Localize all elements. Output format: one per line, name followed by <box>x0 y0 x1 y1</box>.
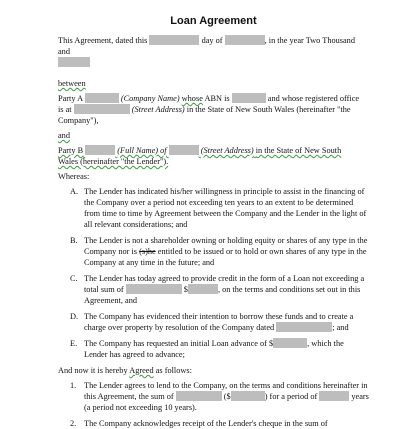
lender-address-blank[interactable] <box>169 145 199 155</box>
loan-period-blank[interactable] <box>319 391 349 401</box>
loan-sum-words-blank[interactable] <box>176 391 222 401</box>
resolution-date-blank[interactable] <box>276 322 332 332</box>
and-label: and <box>58 131 70 140</box>
between-label: between <box>58 79 86 88</box>
clause-1: 1. The Lender agrees to lend to the Company, on the terms and conditions hereinafter in this Agreement, the sum of ($ ) for a period of years (a period not exceeding 10 years). <box>70 381 369 412</box>
recitals-list <box>58 186 369 360</box>
abn-blank[interactable] <box>232 93 266 103</box>
clauses-list <box>58 380 369 429</box>
date-day-blank[interactable] <box>149 35 199 45</box>
recital-a: A. The Lender has indicated his/her willingness in principle to assist in the financing of the Company over a period not exceeding ten years to an extent to be determined from time to time by Agreement between the Company and the Lender in the light of all relevant considerations; and <box>70 187 367 229</box>
recital-c: C. The Lender has today agreed to provide credit in the form of a Loan not exceeding a total sum of $ , on the terms and conditions set out in this Agreement, and <box>70 274 365 305</box>
intro-text: day of <box>201 36 223 45</box>
recital-b: B. The Lender is not a shareholder owning or holding equity or shares of any type in the Company nor is (s)he entitled to be issued or to hold or own shares of any type in the Company at any time in the future; and <box>70 236 368 267</box>
initial-advance-blank[interactable] <box>273 338 307 348</box>
agreed-paragraph: And now it is hereby Agreed as follows: <box>58 366 192 375</box>
recital-d: D. The Company has evidenced their intention to borrow these funds and to create a charge over property by resolution of the Company dated ; and <box>70 312 354 332</box>
whereas-label: Whereas: <box>58 172 90 181</box>
company-address-blank[interactable] <box>74 104 130 114</box>
party-a-paragraph: Party A (Company Name) whose ABN is and whose registered office is at (Street Address) in the State of New South Wales (hereinafter "the Company"), <box>58 94 360 125</box>
loan-total-words-blank[interactable] <box>126 284 182 294</box>
recital-e: E. The Company has requested an initial Loan advance of $ , which the Lender has agreed to advance; <box>70 339 344 359</box>
intro-text: This Agreement, dated this <box>58 36 148 45</box>
loan-sum-amount-blank[interactable] <box>231 391 265 401</box>
date-year-blank[interactable] <box>58 57 90 67</box>
lender-name-blank[interactable] <box>85 145 115 155</box>
intro-text: , in the year Two Thousand and <box>58 36 355 56</box>
intro-paragraph <box>58 35 369 68</box>
party-b-paragraph: Party B (Full Name) of (Street Address) in the State of New South Wales (hereinafter "the Lender"). <box>58 146 342 166</box>
date-month-blank[interactable] <box>225 35 265 45</box>
company-name-blank[interactable] <box>85 93 119 103</box>
loan-total-amount-blank[interactable] <box>188 284 218 294</box>
clause-2: 2. The Company acknowledges receipt of the Lender's cheque in the sum of <box>70 419 328 428</box>
document-title: Loan Agreement <box>170 15 257 27</box>
